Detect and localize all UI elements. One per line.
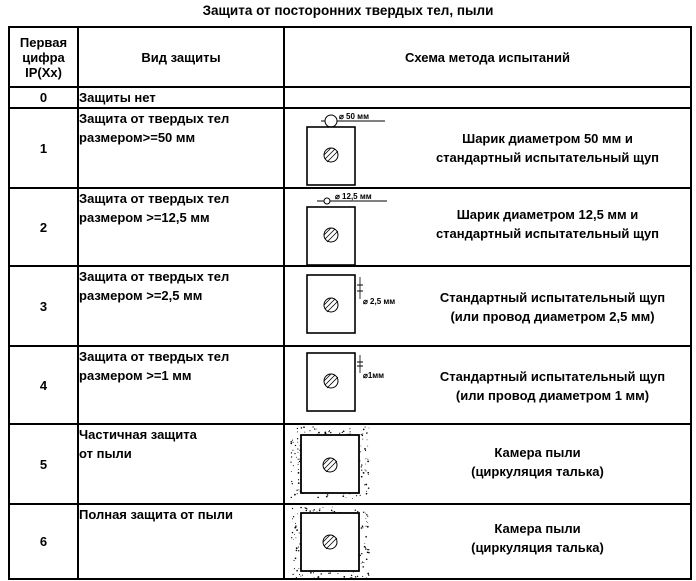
dust-particle (363, 566, 364, 567)
dust-particle (368, 474, 369, 475)
dust-particle (298, 472, 300, 474)
header-test-method: Схема метода испытаний (284, 27, 691, 87)
dust-particle (314, 428, 315, 429)
dust-particle (363, 562, 364, 563)
dust-particle (365, 427, 366, 428)
dust-particle (366, 578, 368, 580)
ip-digit: 1 (9, 108, 78, 188)
dust-particle (321, 573, 322, 574)
dust-particle (365, 548, 367, 550)
dust-particle (294, 534, 295, 535)
dust-particle (327, 494, 329, 496)
table-row (9, 504, 691, 579)
dust-particle (297, 442, 298, 443)
dust-particle (367, 526, 369, 528)
dust-particle (298, 464, 299, 465)
dust-particle (365, 450, 366, 451)
dust-particle (368, 487, 370, 489)
dust-particle (363, 472, 365, 474)
dust-particle (360, 446, 361, 447)
protection-text: Защита от твердых тел размером >=1 мм (78, 346, 284, 424)
dust-particle (362, 525, 364, 527)
dust-particle (367, 459, 368, 460)
dust-particle (323, 507, 324, 508)
protection-text: Защита от твердых тел размером >=12,5 мм (78, 188, 284, 266)
ip-protection-table (8, 26, 692, 580)
dust-particle (367, 516, 368, 517)
dust-particle (298, 459, 299, 460)
dust-particle (317, 497, 319, 499)
dust-particle (366, 491, 367, 492)
dust-particle (306, 510, 307, 511)
dust-particle (368, 428, 369, 429)
table-row (9, 108, 691, 188)
dust-particle (298, 568, 299, 569)
dust-particle (365, 526, 366, 527)
dust-particle (300, 576, 301, 577)
dust-particle (355, 510, 356, 511)
dust-particle (365, 469, 366, 470)
dust-particle (352, 498, 353, 499)
dust-particle (363, 512, 364, 513)
dust-particle (362, 433, 363, 434)
dust-particle (304, 432, 305, 433)
dust-particle (291, 497, 292, 498)
ip-digit: 2 (9, 188, 78, 266)
dust-particle (361, 466, 362, 467)
test-scheme (284, 188, 691, 266)
dust-particle (290, 461, 291, 462)
dust-particle (298, 547, 299, 548)
test-method-text: Камера пыли (циркуляция талька) (471, 521, 604, 555)
dust-particle (297, 513, 298, 514)
dust-particle (297, 438, 298, 439)
dust-particle (367, 522, 368, 523)
dust-particle (296, 550, 298, 552)
dust-particle (292, 484, 293, 485)
dust-particle (362, 562, 363, 563)
dust-particle (356, 495, 357, 496)
dust-particle (337, 573, 338, 574)
dust-particle (298, 462, 299, 463)
dust-particle (357, 576, 358, 577)
dust-particle (361, 470, 362, 471)
dust-particle (314, 509, 315, 510)
table-header-row (9, 27, 691, 87)
dust-particle (291, 456, 292, 457)
dust-particle (295, 525, 296, 526)
dust-particle (296, 457, 297, 458)
test-scheme (284, 108, 691, 188)
dust-particle (300, 507, 302, 509)
dust-particle (361, 434, 362, 435)
dust-particle (292, 440, 293, 441)
dust-particle (292, 518, 293, 519)
dust-particle (293, 465, 294, 466)
dust-particle (291, 481, 292, 482)
ip-digit: 4 (9, 346, 78, 424)
table-row (9, 266, 691, 346)
test-scheme-empty (284, 87, 691, 108)
dust-particle (364, 484, 365, 485)
dust-particle (332, 511, 333, 512)
dust-particle (366, 521, 367, 522)
page-title: Защита от посторонних твердых тел, пыли (202, 3, 494, 18)
dust-particle (292, 508, 293, 509)
dust-particle (363, 429, 365, 431)
dimension-label: ⌀ 50 мм (339, 112, 369, 121)
dust-particle (297, 448, 298, 449)
dust-particle (294, 568, 295, 569)
dust-particle (366, 432, 368, 434)
dust-particle (291, 471, 292, 472)
dust-particle (364, 448, 366, 450)
dust-particle (365, 464, 366, 465)
dust-particle (298, 489, 299, 490)
dust-particle (298, 452, 299, 453)
dust-particle (313, 572, 314, 573)
dust-particle (365, 470, 366, 471)
ip-digit: 0 (9, 87, 78, 108)
dust-particle (349, 428, 350, 429)
dust-particle (366, 559, 368, 561)
dust-particle (290, 443, 292, 445)
dust-particle (365, 513, 366, 514)
dust-particle (362, 527, 363, 528)
dust-particle (364, 543, 365, 544)
dust-particle (291, 537, 292, 538)
dust-particle (339, 433, 340, 434)
dust-particle (342, 495, 344, 497)
dust-particle (365, 547, 366, 548)
dust-particle (294, 494, 296, 496)
dust-particle (367, 549, 368, 550)
dust-particle (313, 510, 314, 511)
dust-particle (294, 453, 295, 454)
test-method-text: Шарик диаметром 12,5 мм и стандартный испытательный щуп (435, 207, 660, 241)
dimension-label: ⌀ 2,5 мм (363, 297, 396, 306)
dust-particle (297, 493, 298, 494)
protection-text: Защита от твердых тел размером >=2,5 мм (78, 266, 284, 346)
dust-particle (314, 577, 315, 578)
dust-particle (299, 532, 300, 533)
dust-particle (319, 510, 321, 512)
dust-particle (309, 510, 310, 511)
dust-particle (332, 507, 333, 508)
dust-particle (309, 430, 310, 431)
test-scheme (284, 504, 691, 579)
dust-particle (294, 527, 296, 529)
dust-particle (303, 426, 305, 428)
dust-particle (290, 441, 291, 442)
dust-particle (295, 445, 296, 446)
dust-particle (365, 536, 367, 538)
dimension-label: ⌀1мм (363, 371, 385, 380)
dust-particle (296, 529, 298, 531)
dust-particle (328, 573, 329, 574)
protection-text: Защита от твердых тел размером>=50 мм (78, 108, 284, 188)
test-scheme (284, 266, 691, 346)
dust-particle (295, 557, 297, 559)
dust-particle (296, 490, 297, 491)
dust-particle (361, 465, 362, 466)
dust-particle (329, 572, 331, 574)
dust-particle (350, 577, 352, 579)
table-row (9, 424, 691, 504)
dust-particle (360, 495, 361, 496)
ip-digit: 3 (9, 266, 78, 346)
dust-particle (355, 576, 357, 578)
dust-particle (296, 570, 298, 572)
dust-particle (330, 432, 331, 433)
dust-particle (298, 469, 299, 470)
dust-particle (316, 429, 317, 430)
dust-particle (361, 527, 363, 529)
test-scheme (284, 346, 691, 424)
test-method-text: Стандартный испытательный щуп (или провод диаметром 2,5 мм) (439, 290, 666, 324)
test-method-text: Шарик диаметром 50 мм и стандартный испытательный щуп (435, 131, 660, 165)
dust-particle (360, 451, 361, 452)
dust-particle (367, 472, 369, 474)
dust-particle (299, 461, 300, 462)
dust-particle (318, 432, 320, 434)
dust-particle (297, 431, 298, 432)
dust-particle (361, 553, 362, 554)
dust-particle (296, 577, 297, 578)
protection-text: Защиты нет (78, 87, 284, 108)
dust-particle (301, 427, 303, 429)
dust-particle (367, 439, 368, 440)
dust-particle (357, 511, 358, 512)
dust-particle (343, 576, 345, 578)
dust-particle (305, 508, 307, 510)
dust-particle (368, 552, 370, 554)
dust-particle (362, 435, 364, 437)
dust-particle (302, 575, 303, 576)
dust-particle (292, 532, 293, 533)
protection-text: Частичная защита от пыли (78, 424, 284, 504)
dust-particle (293, 539, 294, 540)
dimension-label: ⌀ 12,5 мм (335, 192, 372, 201)
dust-particle (365, 484, 367, 486)
dust-particle (297, 428, 298, 429)
dust-particle (299, 574, 300, 575)
dust-particle (324, 432, 326, 434)
dust-particle (362, 576, 363, 577)
table-row (9, 346, 691, 424)
dust-particle (295, 523, 296, 524)
dust-particle (317, 511, 318, 512)
dust-particle (367, 552, 368, 553)
dust-particle (351, 575, 352, 576)
dust-particle (292, 574, 293, 575)
dust-particle (346, 497, 347, 498)
dust-particle (366, 514, 367, 515)
table-row (9, 87, 691, 108)
dust-particle (296, 547, 298, 549)
header-first-digit: Первая цифра IP(Xx) (9, 27, 78, 87)
dust-particle (353, 572, 354, 573)
dust-particle (318, 576, 320, 578)
dust-particle (298, 479, 299, 480)
dust-particle (367, 446, 368, 447)
ip-digit: 5 (9, 424, 78, 504)
dust-particle (361, 476, 363, 478)
dust-particle (293, 442, 294, 443)
dust-particle (367, 573, 369, 575)
test-method-text: Стандартный испытательный щуп (или провод диаметром 1 мм) (439, 369, 666, 403)
header-protection-type: Вид защиты (78, 27, 284, 87)
dust-particle (350, 431, 351, 432)
dust-particle (294, 560, 295, 561)
dust-particle (361, 563, 362, 564)
dust-particle (328, 431, 329, 432)
dust-particle (295, 537, 296, 538)
dust-particle (310, 572, 312, 574)
protection-text: Полная защита от пыли (78, 504, 284, 579)
test-scheme (284, 424, 691, 504)
dust-particle (343, 430, 345, 432)
table-row (9, 188, 691, 266)
dust-particle (312, 426, 313, 427)
dust-particle (326, 496, 328, 498)
dust-particle (293, 516, 294, 517)
dust-particle (298, 482, 300, 484)
dust-particle (362, 439, 363, 440)
dust-particle (365, 518, 366, 519)
dust-particle (292, 450, 293, 451)
dust-particle (319, 508, 320, 509)
dust-particle (366, 493, 368, 495)
dust-particle (291, 452, 292, 453)
dust-particle (368, 574, 369, 575)
dust-particle (367, 461, 369, 463)
dust-particle (342, 432, 343, 433)
ip-digit: 6 (9, 504, 78, 579)
dust-particle (298, 550, 299, 551)
dust-particle (365, 458, 366, 459)
test-method-text: Камера пыли (циркуляция талька) (471, 445, 604, 479)
